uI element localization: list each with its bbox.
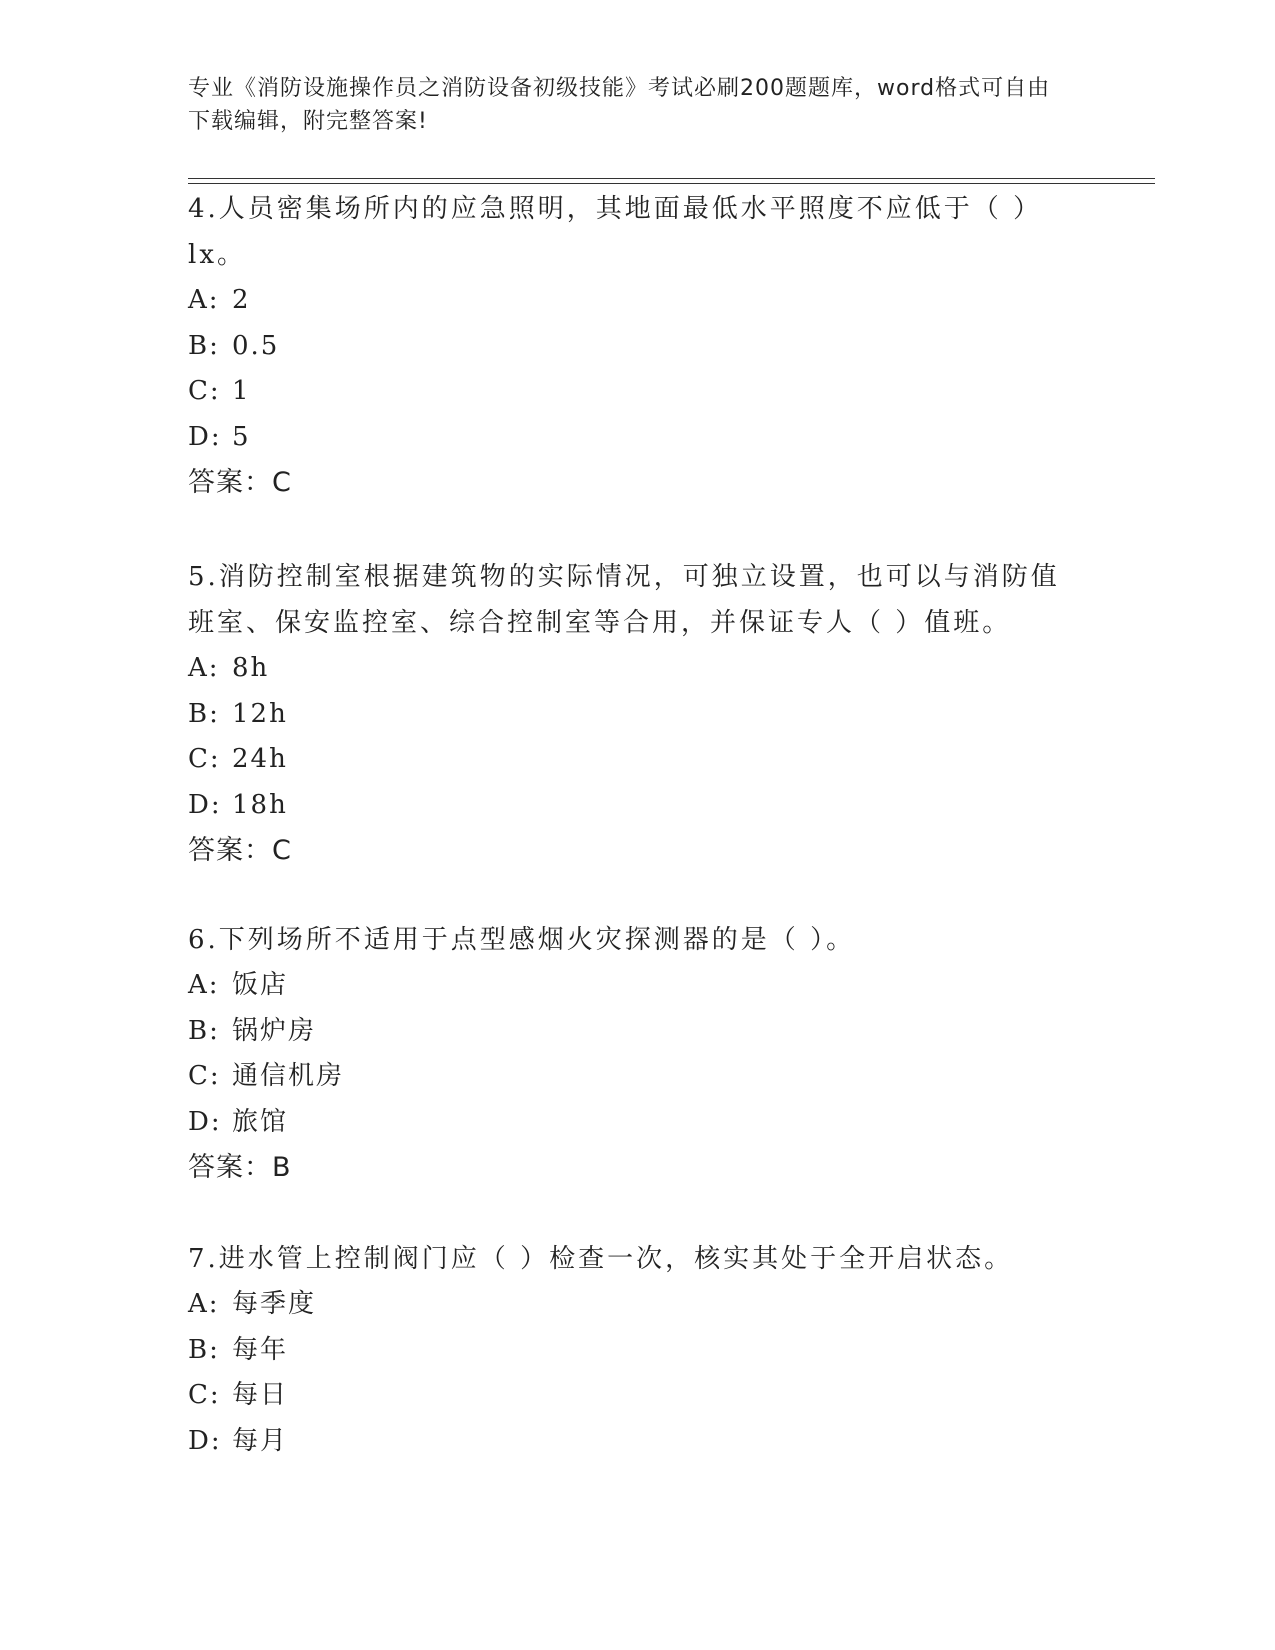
option-b bbox=[188, 1328, 1088, 1374]
option-c bbox=[188, 369, 1088, 415]
question-stem: 4.人员密集场所内的应急照明，其地面最低水平照度不应低于（ ）lx。 bbox=[188, 194, 1043, 270]
answer-line: 答案：C bbox=[188, 835, 292, 866]
option-letter: A: bbox=[188, 970, 220, 1000]
document-title: 专业《消防设施操作员之消防设备初级技能》考试必刷200题题库，word格式可自由下载编辑，附完整答案! bbox=[188, 76, 1051, 134]
option-text: 饭店 bbox=[232, 970, 289, 1000]
option-letter: C: bbox=[188, 1061, 221, 1091]
option-letter: B: bbox=[188, 330, 220, 361]
option-d bbox=[188, 1100, 1088, 1146]
option-c bbox=[188, 1054, 1088, 1100]
option-d bbox=[188, 415, 1088, 461]
question-4 bbox=[188, 186, 1088, 505]
question-stem: 6.下列场所不适用于点型感烟火灾探测器的是（ ）。 bbox=[188, 925, 856, 955]
option-b bbox=[188, 324, 1088, 370]
option-letter: D: bbox=[188, 421, 222, 452]
option-text: 0.5 bbox=[232, 330, 280, 361]
option-text: 每年 bbox=[232, 1334, 289, 1365]
option-letter: C: bbox=[188, 1380, 221, 1410]
option-text: 12h bbox=[232, 698, 288, 729]
question-6 bbox=[188, 917, 1088, 1190]
option-d bbox=[188, 783, 1088, 829]
option-letter: C: bbox=[188, 744, 221, 774]
option-a bbox=[188, 646, 1088, 692]
title-divider-bottom bbox=[188, 183, 1155, 184]
answer-line: 答案：C bbox=[188, 467, 292, 498]
option-a bbox=[188, 1282, 1088, 1328]
option-d bbox=[188, 1419, 1088, 1465]
question-stem: 5.消防控制室根据建筑物的实际情况，可独立设置，也可以与消防值班室、保安监控室、综合控制室等合用，并保证专人（ ）值班。 bbox=[188, 562, 1060, 638]
option-letter: D: bbox=[188, 1106, 222, 1137]
option-text: 通信机房 bbox=[232, 1061, 345, 1091]
title-divider-top bbox=[188, 178, 1155, 179]
option-text: 18h bbox=[232, 789, 288, 820]
option-letter: A: bbox=[188, 653, 220, 683]
option-a bbox=[188, 278, 1088, 324]
option-letter: D: bbox=[188, 789, 222, 820]
option-c bbox=[188, 1373, 1088, 1419]
option-text: 2 bbox=[232, 285, 251, 315]
option-a bbox=[188, 963, 1088, 1009]
option-text: 24h bbox=[232, 744, 288, 774]
option-b bbox=[188, 692, 1088, 738]
option-b bbox=[188, 1009, 1088, 1055]
option-c bbox=[188, 737, 1088, 783]
answer-line: 答案：B bbox=[188, 1152, 292, 1183]
question-5 bbox=[188, 554, 1088, 873]
option-letter: C: bbox=[188, 376, 221, 406]
option-text: 1 bbox=[232, 376, 251, 406]
option-letter: A: bbox=[188, 285, 220, 315]
question-stem: 7.进水管上控制阀门应（ ）检查一次，核实其处于全开启状态。 bbox=[188, 1244, 1014, 1274]
option-text: 8h bbox=[232, 653, 270, 683]
option-letter: D: bbox=[188, 1425, 222, 1456]
option-text: 每季度 bbox=[232, 1289, 317, 1319]
option-text: 每月 bbox=[232, 1425, 289, 1456]
option-text: 旅馆 bbox=[232, 1106, 289, 1137]
option-letter: B: bbox=[188, 1334, 220, 1365]
option-letter: B: bbox=[188, 698, 220, 729]
option-letter: B: bbox=[188, 1015, 220, 1046]
question-7 bbox=[188, 1236, 1088, 1464]
option-text: 每日 bbox=[232, 1380, 289, 1410]
option-text: 锅炉房 bbox=[232, 1015, 317, 1046]
option-text: 5 bbox=[232, 421, 251, 452]
option-letter: A: bbox=[188, 1289, 220, 1319]
